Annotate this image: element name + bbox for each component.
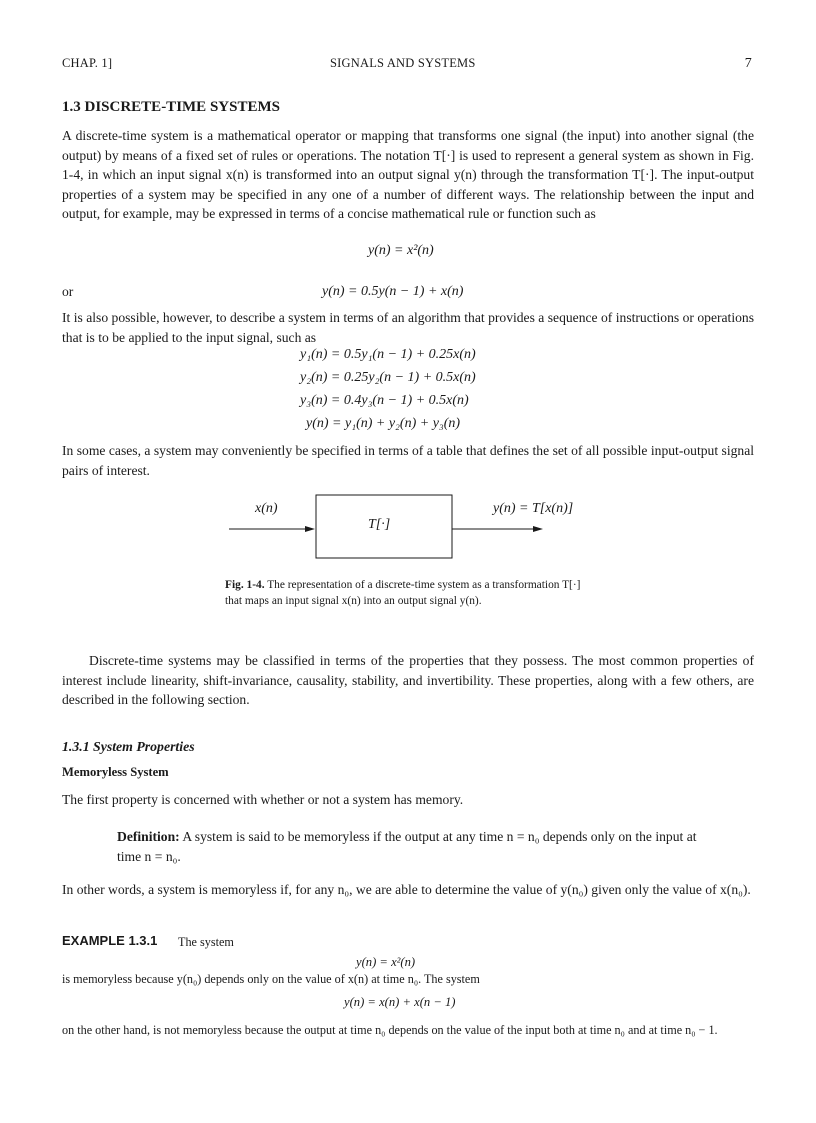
example-text-2: on the other hand, is not memoryless because the output at time n₀ depends on the value of the input both at time n₀ and at time n₀ − 1.: [62, 1023, 718, 1037]
input-arrow-head: [305, 526, 315, 532]
chapter-label: CHAP. 1]: [62, 56, 113, 70]
table-paragraph: In some cases, a system may conveniently be specified in terms of a table that defines the set of all possible input-output signal pairs of interest.: [62, 443, 754, 478]
example-equation-2: y(n) = x(n) + x(n − 1): [344, 995, 456, 1009]
memoryless-intro: The first property is concerned with whether or not a system has memory.: [62, 792, 464, 807]
example-equation-1: y(n) = x²(n): [356, 955, 416, 969]
output-arrow-head: [533, 526, 543, 532]
algorithm-equation-1: y₁(n) = 0.5y₁(n − 1) + 0.25x(n): [300, 347, 476, 362]
subsection-title: 1.3.1 System Properties: [62, 739, 195, 754]
block-label: T[·]: [368, 517, 391, 532]
equation-square: y(n) = x²(n): [368, 243, 434, 258]
or-label: or: [62, 284, 74, 299]
classification-paragraph: Discrete-time systems may be classified in terms of the properties that they possess. The most common properties of interest include linearity, shift-invariance, causality, stability, and invertibility. These properties, along with a few others, are described in the following section.: [62, 653, 754, 708]
page-number: 7: [744, 56, 752, 71]
algorithm-equation-3: y₃(n) = 0.4y₃(n − 1) + 0.5x(n): [300, 393, 469, 408]
intro-paragraph: A discrete-time system is a mathematical operator or mapping that transforms one signal (the input) into another signal (the output) by means of a fixed set of rules or operations. The notation T[·] is used to represent a general system as shown in Fig. 1-4, in which an input signal x(n) is transformed into an output signal y(n) through the transformation T[·]. The input-output properties of a system may be specified in any one of a number of different ways. The relationship between the input and output, for example, may be expressed in terms of a concise mathematical rule or function such as: [62, 128, 754, 222]
output-label: y(n) = T[x(n)]: [493, 501, 574, 516]
example-label: EXAMPLE 1.3.1: [62, 933, 158, 948]
running-header: [62, 56, 752, 74]
section-title: 1.3 DISCRETE-TIME SYSTEMS: [62, 99, 280, 115]
system-block-diagram: [225, 494, 605, 566]
algorithm-equation-2: y₂(n) = 0.25y₂(n − 1) + 0.5x(n): [300, 370, 476, 385]
figure-caption: [225, 578, 595, 609]
definition-label: Definition:: [117, 829, 180, 844]
figure-caption-label: Fig. 1-4.: [225, 579, 265, 591]
memoryless-heading: Memoryless System: [62, 765, 169, 779]
definition-block: [117, 827, 717, 866]
header-title: SIGNALS AND SYSTEMS: [330, 56, 476, 70]
other-words-paragraph: In other words, a system is memoryless if, for any n₀, we are able to determine the value of y(n₀) given only the value of x(n₀).: [62, 882, 751, 897]
figure-caption-text: The representation of a discrete-time system as a transformation T[·] that maps an input signal x(n) into an output signal y(n).: [225, 579, 581, 607]
definition-text: A system is said to be memoryless if the output at any time n = n₀ depends only on the input at time n = n₀.: [117, 829, 697, 864]
algorithm-paragraph: It is also possible, however, to describe a system in terms of an algorithm that provides a sequence of instructions or operations that is to be applied to the input signal, such as: [62, 310, 754, 345]
equation-recursive: y(n) = 0.5y(n − 1) + x(n): [322, 284, 464, 299]
example-text-1: is memoryless because y(n₀) depends only on the value of x(n) at time n₀. The system: [62, 972, 480, 986]
algorithm-equation-sum: y(n) = y₁(n) + y₂(n) + y₃(n): [306, 416, 461, 431]
example-lead: The system: [178, 935, 234, 949]
input-label: x(n): [255, 501, 278, 516]
